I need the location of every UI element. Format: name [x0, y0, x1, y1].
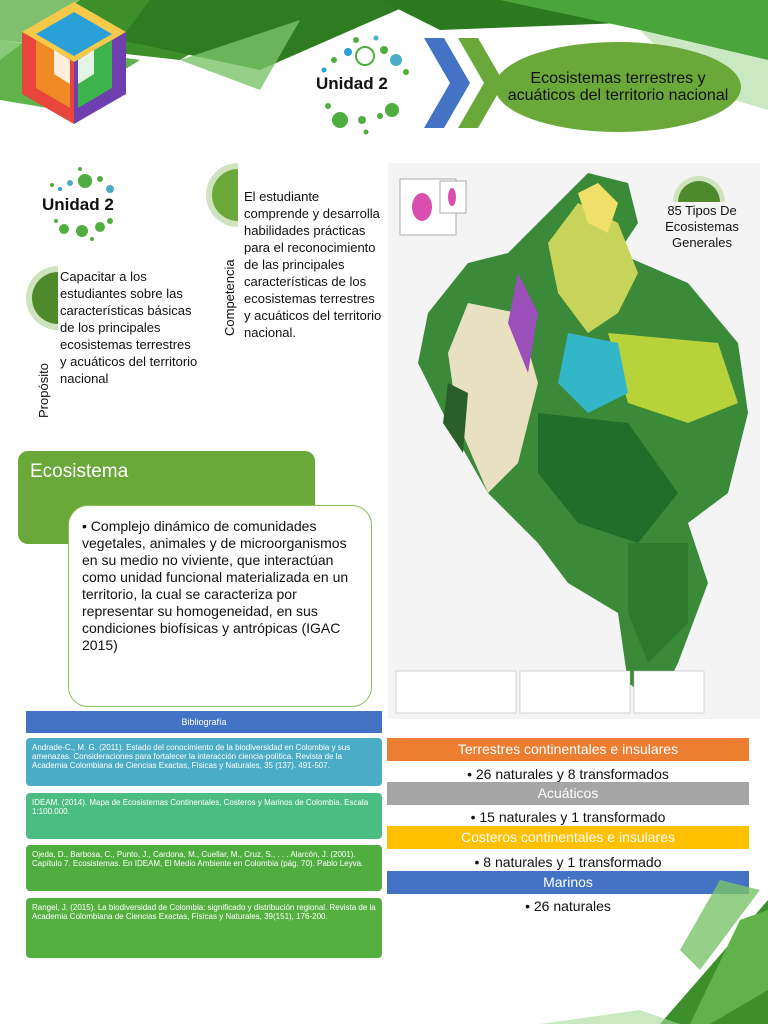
unit-label-left: Unidad 2 [42, 195, 114, 214]
category-costeros: Costeros continentales e insulares [387, 826, 749, 849]
proposito-label: Propósito [36, 363, 51, 418]
bibliography-item: Andrade-C., M. G. (2011). Estado del conocimiento de la biodiversidad en Colombia y sus amenazas. Consideraciones para fortalecer la interacción ciencia-política. Revista de la Academia Colombiana de Ciencias Exactas, Físicas y Naturales, 35 (137). 491-507. [26, 738, 382, 786]
bibliography-item: IDEAM. (2014). Mapa de Ecosistemas Continentales, Costeros y Marinos de Colombia. Escala 1:100.000. [26, 793, 382, 839]
bibliography-item: Ojeda, D., Barbosa, C., Punto, J., Cardona, M., Cuellar, M., Cruz, S., . . . Alarcón, J. (2001). Capítulo 7. Ecosistemas. En IDEAM, El Medio Ambiente en Colombia (pág. 70). Pablo Leyva. [26, 845, 382, 891]
corner-decoration [540, 880, 768, 1024]
category-terrestres: Terrestres continentales e insulares [387, 738, 749, 761]
chevron-arrows-icon [424, 38, 504, 128]
unit-label: Unidad 2 [316, 74, 388, 93]
category-marinos-detail: • 26 naturales [525, 898, 611, 914]
category-costeros-detail: • 8 naturales y 1 transformado [474, 854, 662, 870]
category-marinos: Marinos [387, 871, 749, 894]
competencia-text: El estudiante comprende y desarrolla habilidades prácticas para el reconocimiento de las principales características de los ecosistemas terrestres y acuáticos del territorio nacional. [244, 189, 382, 340]
category-terrestres-detail: • 26 naturales y 8 transformados [467, 766, 669, 782]
competencia-icon [198, 163, 248, 227]
ecosistema-title: Ecosistema [30, 461, 129, 482]
bibliography-header: Bibliografía [26, 711, 382, 733]
proposito-icon [8, 266, 58, 330]
page-title: Ecosistemas terrestres y acuáticos del territorio nacional [507, 70, 729, 104]
bibliography-item: Rangel, J. (2015). La biodiversidad de Colombia: significado y distribución regional. Revista de la Academia Colombiana de Ciencias Exactas, Físicas y Naturales, 39(151), 176-200. [26, 898, 382, 958]
category-acuaticos-detail: • 15 naturales y 1 transformado [470, 809, 666, 825]
logo [14, 0, 134, 128]
category-acuaticos: Acuáticos [387, 782, 749, 805]
map-stat-icon [673, 172, 725, 202]
ecosistema-definition: • Complejo dinámico de comunidades vegetales, animales y de microorganismos en su medio no viviente, que interactúan como unidad funcional materializada en un territorio, la cual se caracteriza por representar su homogeneidad, en sus condiciones biofísicas y antrópicas (IGAC 2015) [82, 518, 349, 653]
proposito-text: Capacitar a los estudiantes sobre las características básicas de los principales ecosistemas terrestres y acuáticos del territorio nacional [60, 269, 198, 386]
competencia-label: Competencia [222, 259, 237, 336]
map-stat-text: 85 Tipos De Ecosistemas Generales [665, 203, 739, 250]
